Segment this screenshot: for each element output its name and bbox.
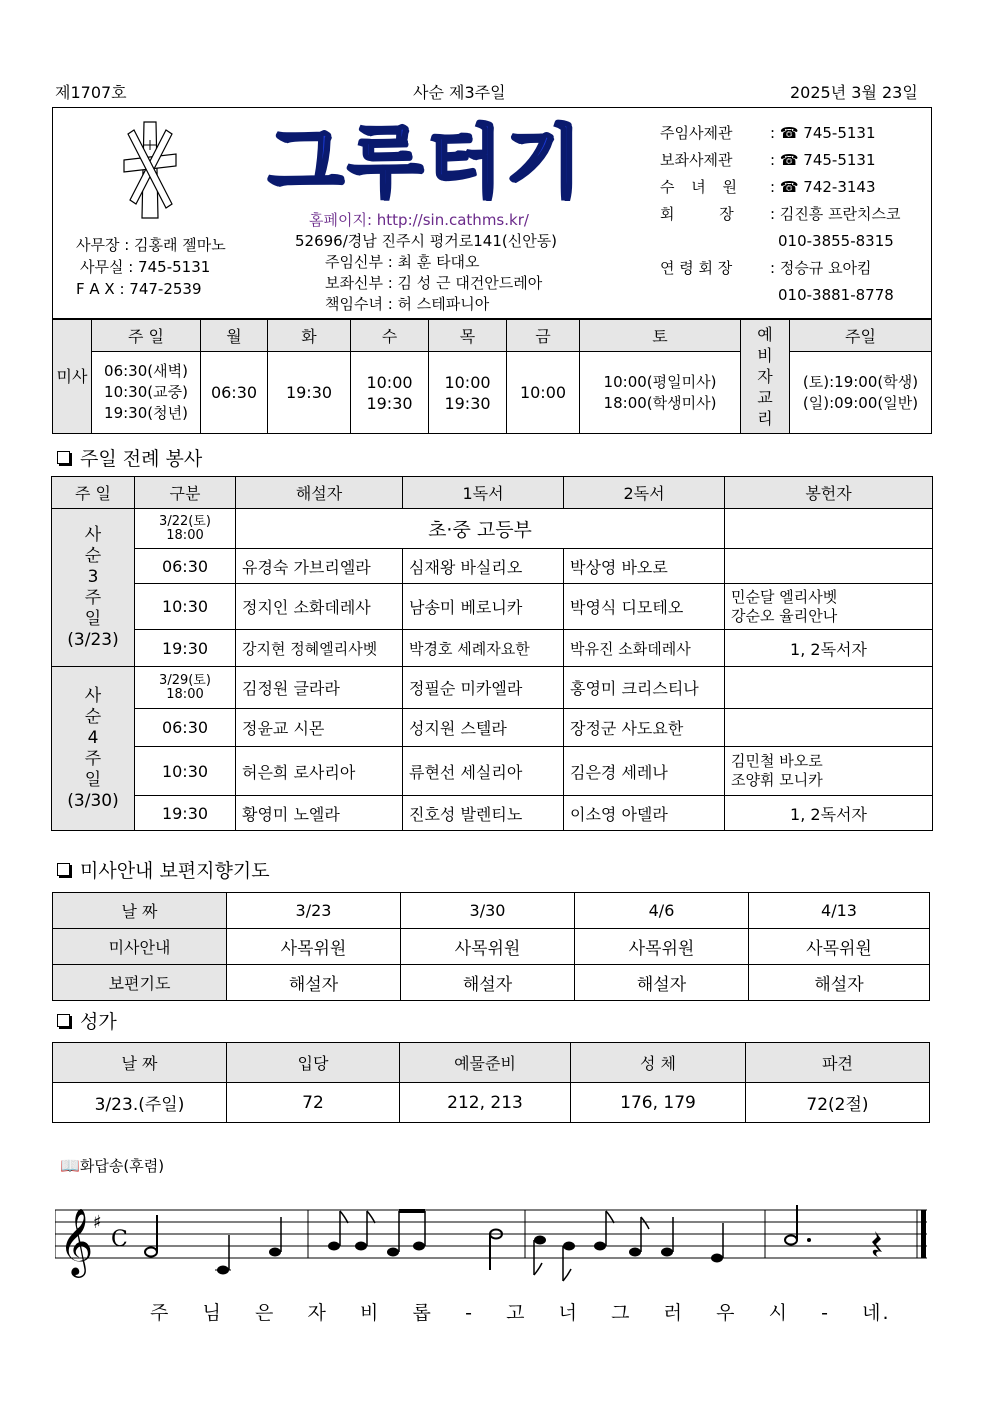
parish-cross-icon [120,120,180,220]
song-cell: 176, 179 [571,1083,746,1123]
contact-value: ☎ 745-5131 [779,151,876,169]
service-time: 06:30 [135,709,236,747]
guide-header: 4/6 [575,893,749,929]
parish-address: 52696/경남 진주시 평거로141(신안동) [295,232,558,250]
guide-cell: 해설자 [401,965,575,1001]
mass-time-thu: 10:00 19:30 [429,352,507,434]
mass-day-fri: 금 [507,320,580,352]
guide-cell: 해설자 [749,965,930,1001]
bulletin-date: 2025년 3월 23일 [790,83,918,102]
pastor-name: 주임신부 : 최 훈 타대오 [325,253,480,271]
song-header: 파견 [746,1043,930,1083]
anticipated-times: (토):19:00(학생) (일):09:00(일반) [790,352,932,434]
service-reader1: 정필순 미카엘라 [403,667,564,709]
service-header: 2독서 [564,477,725,509]
table-row [53,929,930,965]
checkbox-bullet-icon [57,1014,70,1027]
service-section-title [57,444,202,471]
mass-day-thu: 목 [429,320,507,352]
contact-value: ☎ 742-3143 [779,178,876,196]
service-offertory [725,509,933,549]
table-row [52,796,933,831]
contact-label: 회 장 [660,205,754,223]
service-time: 3/22(토) 18:00 [135,509,236,549]
service-reader1: 박경호 세례자요한 [403,630,564,667]
service-reader2: 박영식 디모테오 [564,584,725,630]
service-offertory: 1, 2독서자 [725,630,933,667]
service-time: 10:30 [135,584,236,630]
contact-label: 보좌사제관 [660,151,733,169]
service-reader2: 장정군 사도요한 [564,709,725,747]
music-staff [55,1195,935,1290]
service-reader2: 박상영 바오로 [564,549,725,584]
service-time: 3/29(토) 18:00 [135,667,236,709]
contact-funeral-head: 연 령 회 장 : 정승규 요아킴 [660,255,901,282]
sister-in-charge: 책임수녀 : 허 스테파니아 [325,295,490,313]
service-commentator: 강지현 정혜엘리사벳 [236,630,403,667]
contact-label: 연 령 회 장 [660,259,733,277]
bulletin-logo: 그루터기 [268,118,586,208]
service-reader1: 류현선 세실리아 [403,747,564,796]
mass-time-mon: 06:30 [201,352,268,434]
contact-rectory: 주임사제관 : ☎ 745-5131 [660,120,901,147]
service-reader2: 박유진 소화데레사 [564,630,725,667]
service-header: 구분 [135,477,236,509]
guide-row-label: 보편기도 [53,965,227,1001]
mass-schedule-table [52,319,932,434]
service-reader2: 이소영 아델라 [564,796,725,831]
psalm-title-text: 화답송(후렴) [79,1157,165,1175]
song-cell: 212, 213 [400,1083,571,1123]
service-reader1: 남송미 베로니카 [403,584,564,630]
psalm-title [60,1155,164,1176]
song-header: 예물준비 [400,1043,571,1083]
anticipated-label: 예 비 자 교 리 [741,320,790,434]
guide-title-text: 미사안내 보편지향기도 [80,860,270,882]
guide-header: 4/13 [749,893,930,929]
contact-funeral-phone: 010-3881-8778 [778,286,894,304]
table-row [52,549,933,584]
service-commentator: 정지인 소화데레사 [236,584,403,630]
contact-label: 주임사제관 [660,124,733,142]
mass-time-wed: 10:00 19:30 [351,352,429,434]
service-title-text: 주일 전례 봉사 [80,448,203,470]
table-row [53,1083,930,1123]
contact-assistant-rectory: 보좌사제관 : ☎ 745-5131 [660,147,901,174]
anticipated-head: 주일 [790,320,932,352]
service-header: 해설자 [236,477,403,509]
service-commentator: 유경숙 가브리엘라 [236,549,403,584]
checkbox-bullet-icon [57,451,70,464]
guide-cell: 해설자 [227,965,401,1001]
mass-day-wed: 수 [351,320,429,352]
service-header: 주 일 [52,477,135,509]
service-reader1: 진호성 발렌티노 [403,796,564,831]
guide-table [52,892,930,1001]
table-row [52,584,933,630]
song-cell: 72 [227,1083,400,1123]
liturgical-week: 사순 제3주일 [413,83,506,102]
mass-day-sunday: 주 일 [92,320,201,352]
book-icon: 📖 [60,1156,80,1175]
mass-time-fri: 10:00 [507,352,580,434]
service-time: 19:30 [135,796,236,831]
guide-cell: 사목위원 [401,929,575,965]
table-row [52,709,933,747]
service-reader2: 홍영미 크리스티나 [564,667,725,709]
song-title-text: 성가 [80,1011,117,1033]
contact-value: 정승규 요아킴 [779,259,872,277]
parish-info [295,210,557,315]
office-info [76,234,226,300]
service-offertory: 1, 2독서자 [725,796,933,831]
contact-list [660,120,901,309]
service-commentator: 김정원 글라라 [236,667,403,709]
service-offertory [725,549,933,584]
service-commentator: 황영미 노엘라 [236,796,403,831]
song-header: 성 체 [571,1043,746,1083]
service-time: 19:30 [135,630,236,667]
contact-value: ☎ 745-5131 [779,124,876,142]
contact-president-phone: 010-3855-8315 [778,232,894,250]
guide-section-title [57,856,270,883]
song-section-title [57,1007,117,1034]
assistant-priest: 보좌신부 : 김 성 근 대건안드레아 [325,274,543,292]
contact-label: 수 녀 원 [660,178,744,196]
song-table [52,1042,930,1123]
service-table [51,476,933,831]
song-header: 날 짜 [53,1043,227,1083]
song-cell: 3/23.(주일) [53,1083,227,1123]
guide-header: 날 짜 [53,893,227,929]
contact-value: 김진흥 프란치스코 [779,205,901,223]
contact-president: 회 장 : 김진흥 프란치스코 [660,201,901,228]
checkbox-bullet-icon [57,863,70,876]
service-commentator: 허은희 로사리아 [236,747,403,796]
common-time-icon: C [111,1227,128,1252]
guide-row-label: 미사안내 [53,929,227,965]
guide-cell: 사목위원 [575,929,749,965]
contact-convent: 수 녀 원 : ☎ 742-3143 [660,174,901,201]
service-time: 10:30 [135,747,236,796]
mass-time-tue: 19:30 [268,352,351,434]
psalm-lyrics [150,1298,891,1325]
service-time: 06:30 [135,549,236,584]
table-row [52,667,933,709]
table-row [52,747,933,796]
sharp-icon: ♯ [93,1212,102,1233]
homepage-link[interactable]: 홈페이지: http://sin.cathms.kr/ [309,211,529,229]
service-offertory [725,667,933,709]
guide-cell: 해설자 [575,965,749,1001]
service-merged-cell: 초·중 고등부 [236,509,725,549]
service-offertory: 민순달 엘리사벳 강순오 율리안나 [725,584,933,630]
service-offertory: 김민철 바오로 조양휘 모니카 [725,747,933,796]
service-commentator: 정윤교 시몬 [236,709,403,747]
guide-header: 3/30 [401,893,575,929]
psalm-lyrics-text: 주 님 은 자 비 롭 - 고 너 그 러 우 시 - 네. [150,1302,891,1324]
song-cell: 72(2절) [746,1083,930,1123]
mass-day-sat: 토 [580,320,741,352]
guide-cell: 사목위원 [227,929,401,965]
office-phone: 사무실 : 745-5131 [80,258,211,276]
office-manager: 사무장 : 김홍래 젤마노 [76,236,226,254]
service-header: 1독서 [403,477,564,509]
mass-time-sat: 10:00(평일미사) 18:00(학생미사) [580,352,741,434]
service-header: 봉헌자 [725,477,933,509]
week4-label: 사 순 4 주 일 (3/30) [52,667,135,831]
mass-day-mon: 월 [201,320,268,352]
issue-number: 제1707호 [55,83,127,102]
guide-cell: 사목위원 [749,929,930,965]
table-row [52,630,933,667]
song-header: 입당 [227,1043,400,1083]
mass-time-sunday: 06:30(새벽) 10:30(교중) 19:30(청년) [92,352,201,434]
mass-day-tue: 화 [268,320,351,352]
week3-label: 사 순 3 주 일 (3/23) [52,509,135,667]
table-row [53,965,930,1001]
service-reader1: 심재왕 바실리오 [403,549,564,584]
service-offertory [725,709,933,747]
guide-header: 3/23 [227,893,401,929]
mass-row-label: 미사 [53,320,92,434]
office-fax: F A X : 747-2539 [76,280,202,298]
service-reader1: 성지원 스텔라 [403,709,564,747]
service-reader2: 김은경 세레나 [564,747,725,796]
treble-clef-icon: 𝄞 [59,1207,94,1275]
